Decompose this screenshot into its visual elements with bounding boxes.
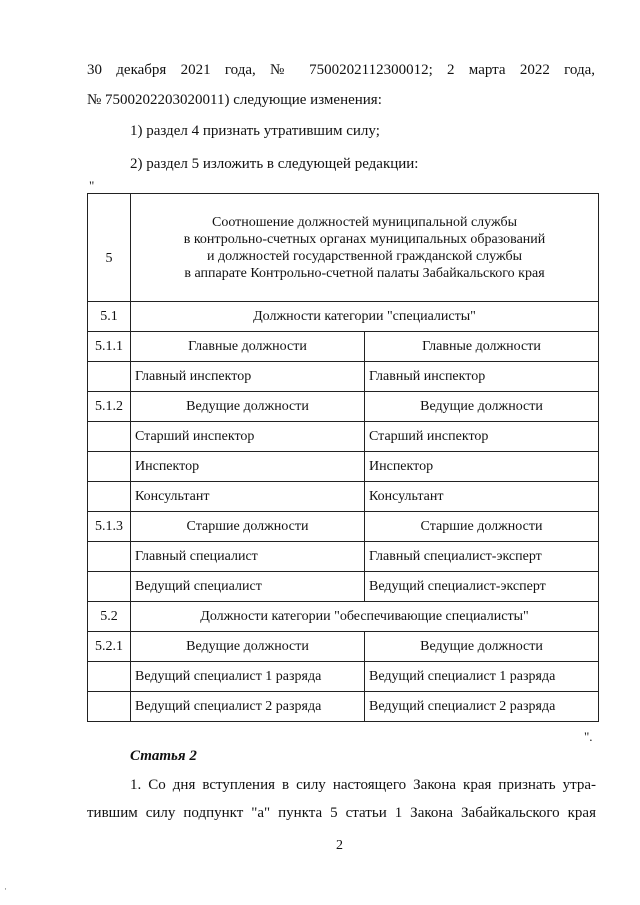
table-row <box>88 542 599 572</box>
table-row <box>88 692 599 722</box>
table-row <box>88 632 599 662</box>
article-line-2: тившим силу подпункт "а" пункта 5 статьи 1 Закона Забайкальского края <box>87 805 596 821</box>
row-number <box>88 542 131 572</box>
state-position-cell: Старшие должности <box>365 512 599 542</box>
section-title-line: и должностей государственной гражданской службы <box>206 248 523 264</box>
page-number: 2 <box>336 838 343 853</box>
state-position-cell: Ведущие должности <box>365 632 599 662</box>
section-number: 5 <box>88 194 131 302</box>
table-header-row <box>88 194 599 302</box>
municipal-position-cell: Главный инспектор <box>131 362 365 392</box>
municipal-position-cell: Главный специалист <box>131 542 365 572</box>
intro-line-2: № 7500202203020011) следующие изменения: <box>87 92 382 108</box>
row-number <box>88 422 131 452</box>
scan-speck: · <box>4 884 7 894</box>
section-title-line: Соотношение должностей муниципальной службы <box>212 214 517 230</box>
section-title <box>131 194 599 302</box>
section-title-line: в аппарате Контрольно-счетной палаты Забайкальского края <box>184 265 545 281</box>
state-position-cell: Главные должности <box>365 332 599 362</box>
municipal-position-cell: Ведущий специалист 2 разряда <box>131 692 365 722</box>
municipal-position-cell: Консультант <box>131 482 365 512</box>
table-row <box>88 662 599 692</box>
category-cell: Должности категории "обеспечивающие специалисты" <box>131 602 599 632</box>
state-position-cell: Ведущий специалист 2 разряда <box>365 692 599 722</box>
positions-table <box>87 193 599 722</box>
municipal-position-cell: Ведущие должности <box>131 632 365 662</box>
opening-quote: " <box>89 178 95 193</box>
row-number: 5.2.1 <box>88 632 131 662</box>
table-row <box>88 332 599 362</box>
municipal-position-cell: Инспектор <box>131 452 365 482</box>
row-number: 5.1.1 <box>88 332 131 362</box>
state-position-cell: Ведущие должности <box>365 392 599 422</box>
row-number <box>88 662 131 692</box>
municipal-position-cell: Главные должности <box>131 332 365 362</box>
section-title-line: в контрольно-счетных органах муниципальных образований <box>183 231 546 247</box>
intro-item-1: 1) раздел 4 признать утратившим силу; <box>130 123 380 139</box>
table-row <box>88 572 599 602</box>
row-number <box>88 452 131 482</box>
municipal-position-cell: Ведущие должности <box>131 392 365 422</box>
state-position-cell: Ведущий специалист 1 разряда <box>365 662 599 692</box>
table-row <box>88 362 599 392</box>
state-position-cell: Главный специалист-эксперт <box>365 542 599 572</box>
row-number: 5.1.2 <box>88 392 131 422</box>
table-row <box>88 302 599 332</box>
row-number: 5.1.3 <box>88 512 131 542</box>
article-title: Статья 2 <box>130 748 197 764</box>
row-number: 5.1 <box>88 302 131 332</box>
row-number <box>88 572 131 602</box>
category-cell: Должности категории "специалисты" <box>131 302 599 332</box>
state-position-cell: Ведущий специалист-эксперт <box>365 572 599 602</box>
municipal-position-cell: Старший инспектор <box>131 422 365 452</box>
row-number: 5.2 <box>88 602 131 632</box>
article-line-1: 1. Со дня вступления в силу настоящего Закона края признать утра- <box>130 777 596 793</box>
closing-quote: ". <box>584 729 593 744</box>
table-row <box>88 512 599 542</box>
table-row <box>88 452 599 482</box>
state-position-cell: Инспектор <box>365 452 599 482</box>
municipal-position-cell: Старшие должности <box>131 512 365 542</box>
row-number <box>88 482 131 512</box>
state-position-cell: Главный инспектор <box>365 362 599 392</box>
table-row <box>88 392 599 422</box>
municipal-position-cell: Ведущий специалист <box>131 572 365 602</box>
state-position-cell: Консультант <box>365 482 599 512</box>
intro-item-2: 2) раздел 5 изложить в следующей редакции: <box>130 156 419 172</box>
row-number <box>88 692 131 722</box>
row-number <box>88 362 131 392</box>
table-row <box>88 482 599 512</box>
table-row <box>88 422 599 452</box>
state-position-cell: Старший инспектор <box>365 422 599 452</box>
municipal-position-cell: Ведущий специалист 1 разряда <box>131 662 365 692</box>
intro-line-1: 30 декабря 2021 года, № 7500202112300012; 2 марта 2022 года, <box>87 62 595 78</box>
table-row <box>88 602 599 632</box>
